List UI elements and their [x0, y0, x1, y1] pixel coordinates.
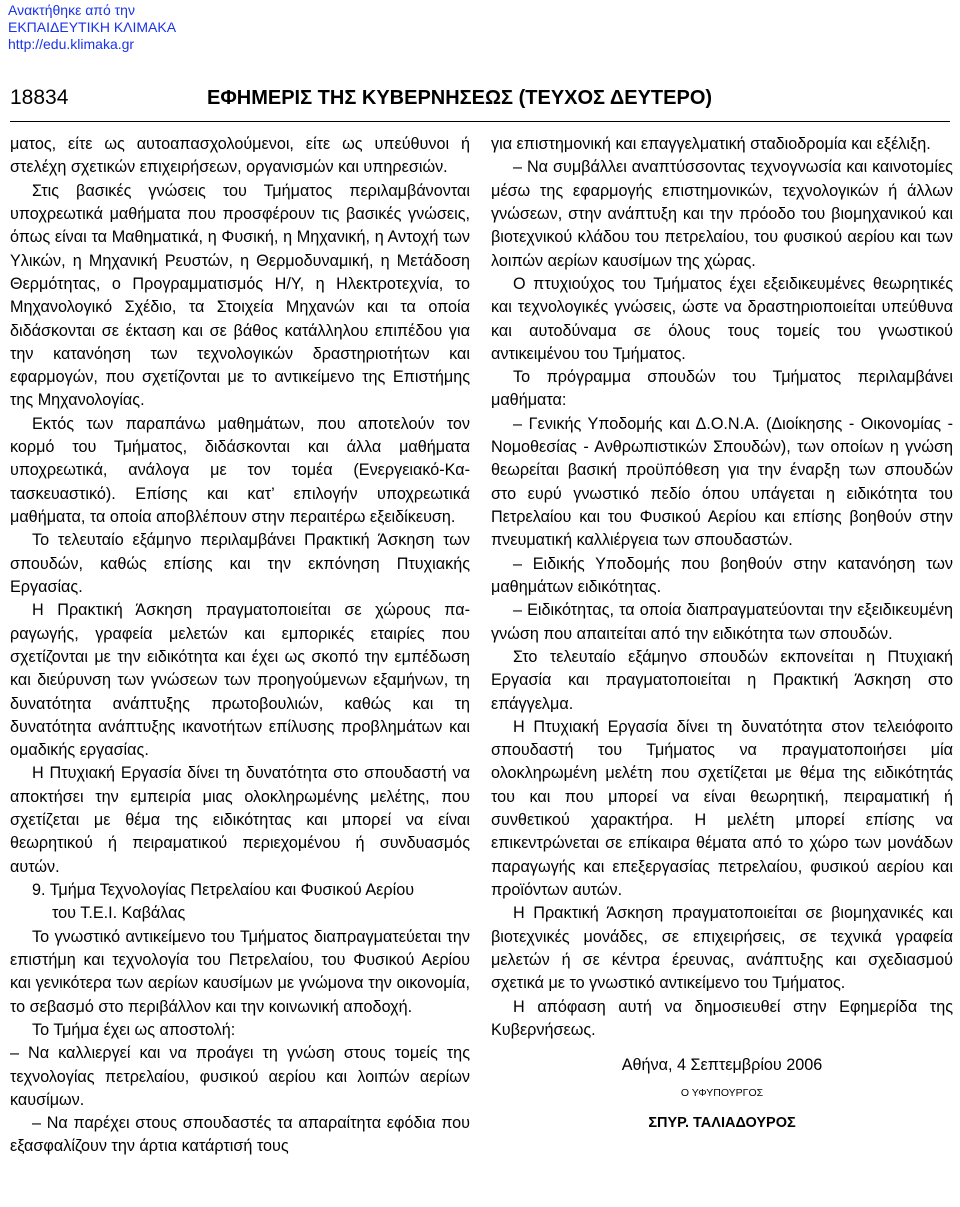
section-heading-line-2: του Τ.Ε.Ι. Καβάλας — [52, 904, 186, 923]
list-item: – Ειδικότητας, τα οποία διαπραγματεύονται την εξειδικευμένη γνώση που απαιτείται από την ειδικότητα των σπουδών. — [491, 601, 953, 643]
paragraph: Το πρόγραμμα σπουδών του Τμήματος περιλαμβάνει μαθήματα: — [491, 368, 953, 410]
watermark-line-1: Ανακτήθηκε από την — [8, 2, 135, 18]
page-number: 18834 — [10, 86, 69, 109]
paragraph: Η Πτυχιακή Εργασία δίνει τη δυνατότητα στον τελειόφοιτο σπουδαστή του Τμήματος να πραγματοποιήσει μία ολοκληρωμένη μελέτη που σχετίζεται με θέμα της ειδικότητάς του και που μπορεί να είναι θεωρητική, πειραματική ή συνθετικού χαρακτήρα. Η μελέτη μπορεί επίσης να επικεντρώνεται σε επίκαιρα θέματα από το χώρο των μονάδων παραγωγής και επεξεργασίας πετρελαίου, φυσικού αερίου και προϊόντων αυτών. — [491, 717, 953, 899]
paragraph: Το γνωστικό αντικείμενο του Τμήματος διαπραγματεύεται την επιστήμη και τεχνολογία του Πετρελαίου, του Φυσικού Αερίου και γενικότερα των αερίων καυσίμων με γνώμονα την οικονομία, το σεβασμό στο περιβάλλον και την κοινωνική αποδοχή. — [10, 927, 470, 1016]
paragraph: Η Πτυχιακή Εργασία δίνει τη δυνατότητα στο σπουδαστή να αποκτήσει την εμπειρία μιας ολοκληρωμένης μελέτης, που σχετίζεται με θέμα της ειδικότητας και μπορεί να είναι θεωρητικού ή πειραματικού περιεχομένου ή συνδυασμός αυτών. — [10, 764, 470, 876]
section-heading — [10, 879, 470, 926]
paragraph: Η απόφαση αυτή να δημοσιευθεί στην Εφημερίδα της Κυβερνήσεως. — [491, 997, 953, 1039]
right-column — [491, 133, 953, 1132]
paragraph: Στο τελευταίο εξάμηνο σπουδών εκπονείται η Πτυχιακή Εργασία και πραγματοποιείται η Πρακτική Άσκηση στο επάγγελμα. — [491, 647, 953, 713]
paragraph: Η Πρακτική Άσκηση πραγματοποιείται σε βιομηχανικές και βιοτεχνικές μονάδες, σε επιχειρήσεις, σε τεχνικά γραφεία μελετών ή σε κέντρα έρευνας, ανάπτυξης και σχεδιασμού σχετικά με το γνωστικό αντικείμενο του Τμήματος. — [491, 904, 953, 993]
paragraph: Εκτός των παραπάνω μαθημάτων, που αποτελούν τον κορμό του Τμήματος, διδάσκονται και άλλα μαθήματα υποχρεωτικά, ανάλογα με τον τομέα (Ενεργειακό-Κατασκευαστικό). Επίσης και κατ’ επιλογήν υποχρεωτικά μαθήματα, τα οποία αποβλέπουν στην περαιτέρω εξειδίκευση. — [10, 414, 470, 526]
paragraph: για επιστημονική και επαγγελματική σταδιοδρομία και εξέλιξη. — [491, 135, 931, 153]
list-item: – Να παρέχει στους σπουδαστές τα απαραίτητα εφόδια που εξασφαλίζουν την άρτια κατάρτισή τους — [10, 1114, 470, 1156]
paragraph: Το Τμήμα έχει ως αποστολή: — [32, 1020, 236, 1039]
signature-name: ΣΠΥΡ. ΤΑΛΙΑΔΟΥΡΟΣ — [648, 1114, 796, 1131]
header-divider — [10, 121, 950, 122]
paragraph: Στις βασικές γνώσεις του Τμήματος περιλαμβάνονται υποχρεωτικά μαθήματα που προσφέρουν τις βασικές γνώσεις, όπως είναι τα Μαθηματικά, η Φυσική, η Μηχανική, η Αντοχή των Υλικών, η Μηχανική Ρευστών, η Θερμοδυναμική, η Μετάδοση Θερμότητας, ο Προγραμματισμός Η/Υ, η Ηλεκτροτεχνία, το Μηχανολογικό Σχέδιο, τα Στοιχεία Μηχανών και τα οποία διδάσκονται σε έκταση και σε βάθος κατάλληλου επιπέδου για την κατανόηση των τεχνολογικών δραστηριοτήτων και εφαρμογών, που σχετίζονται με το αντικείμενο της Επιστήμης της Μηχανολογίας. — [10, 181, 470, 410]
paragraph: Ο πτυχιούχος του Τμήματος έχει εξειδικευμένες θεωρητικές και τεχνολογικές γνώσεις, ώστε να δραστηριοποιείται υπεύθυνα και αυτοδύναμα σε όλους τους τομείς του γνωστικού αντικειμένου του Τμήματος. — [491, 274, 953, 363]
left-column — [10, 133, 470, 1159]
signature-role: Ο ΥΦΥΠΟΥΡΓΟΣ — [680, 1086, 764, 1099]
list-item: – Να συμβάλλει αναπτύσσοντας τεχνογνωσία και καινοτομίες μέσω της εφαρμογής επιστημονικών, τεχνολογικών ή άλλων γνώσεων, στην ανάπτυξη και την πρόοδο του βιομηχανικού και βιοτεχνικού κλάδου του πετρελαίου, του φυσικού αερίου και των λοιπών αερίων καυσίμων της χώρας. — [491, 158, 953, 270]
list-item: – Γενικής Υποδομής και Δ.Ο.Ν.Α. (Διοίκησης - Οικονομίας - Νομοθεσίας - Ανθρωπιστικών Σπουδών), των οποίων η γνώση θεωρείται βασική προϋπόθεση για την έναρξη των σπουδών στο ευρύ γνωστικό πεδίο όπου υπάγεται η ειδικότητα του Πετρελαίου και του Φυσικού Αερίου και επίσης βοηθούν στην πνευματική καλλιέργεια των σπουδαστών. — [491, 414, 953, 550]
paragraph: Το τελευταίο εξάμηνο περιλαμβάνει Πρακτική Άσκηση των σπουδών, καθώς επίσης και την εκπόνηση Πτυχιακής Εργασίας. — [10, 531, 470, 596]
list-item: – Ειδικής Υποδομής που βοηθούν στην κατανόηση των μαθημάτων ειδικότητας. — [491, 554, 953, 596]
section-heading-line-1: 9. Τμήμα Τεχνολογίας Πετρελαίου και Φυσικού Αερίου — [32, 881, 415, 899]
signature-date: Αθήνα, 4 Σεπτεμβρίου 2006 — [621, 1056, 823, 1075]
watermark-link[interactable]: http://edu.klimaka.gr — [8, 36, 135, 52]
list-item: – Να καλλιεργεί και να προάγει τη γνώση στους τομείς της τεχνολογίας πετρελαίου, φυσικού αερίου και λοιπών αερίων καυσίμων. — [10, 1044, 470, 1109]
paragraph: ματος, είτε ως αυτοαπασχολούμενοι, είτε ως υπεύθυνοι ή στελέχη σχετικών επιχειρήσεων, οργανισμών και υπηρεσιών. — [10, 135, 470, 177]
paragraph: Η Πρακτική Άσκηση πραγματοποιείται σε χώρους παραγωγής, γραφεία μελετών και εμπορικές εταιρίες που σχετίζονται με την ειδικότητα και έχει ως σκοπό την εμπέδωση και διεύρυνση των γνώσεων των προηγούμενων εξαμήνων, τη δυνατότητα ανάπτυξης πρωτοβουλιών, καθώς και τη δυνατότητα ανάπτυξης ικανοτήτων επίλυσης προβλημάτων και ομαδικής εργασίας. — [10, 601, 470, 760]
source-watermark[interactable] — [8, 2, 176, 53]
gazette-title: ΕΦΗΜΕΡΙΣ ΤΗΣ ΚΥΒΕΡΝΗΣΕΩΣ (ΤΕΥΧΟΣ ΔΕΥΤΕΡΟ) — [207, 87, 713, 109]
watermark-line-2: ΕΚΠΑΙΔΕΥΤΙΚΗ ΚΛΙΜΑΚΑ — [8, 19, 177, 35]
